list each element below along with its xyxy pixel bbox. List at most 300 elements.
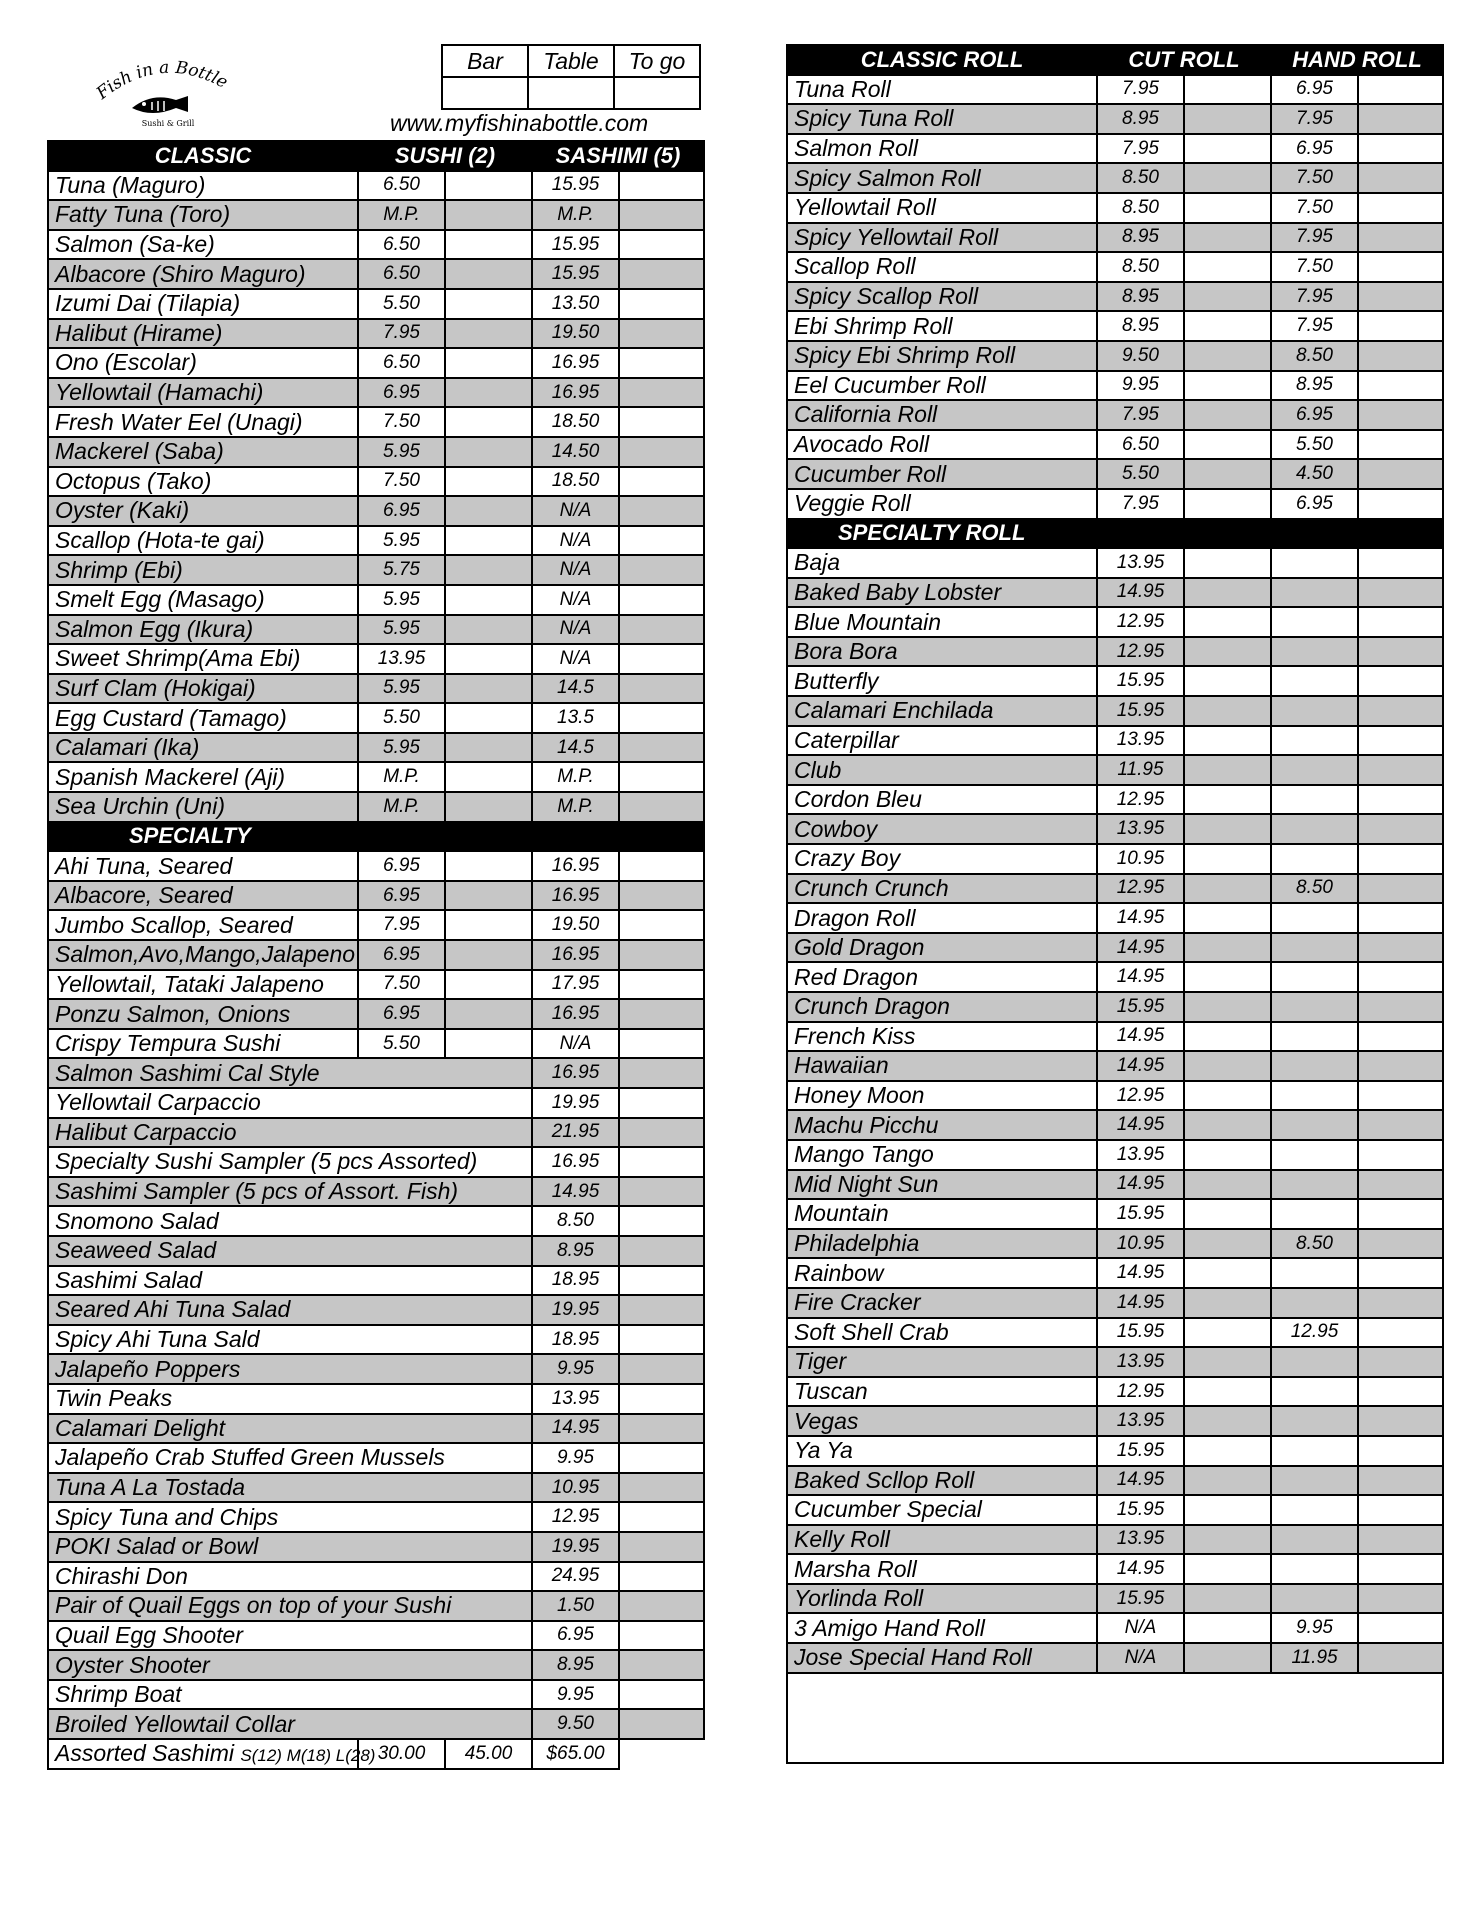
sashimi-qty-box[interactable]	[619, 230, 704, 260]
sashimi-qty-box[interactable]	[619, 319, 704, 349]
cut-roll-price: 11.95	[1097, 755, 1184, 785]
hand-roll-qty-box[interactable]	[1358, 1258, 1443, 1288]
qty-box[interactable]	[619, 1058, 704, 1088]
cut-roll-qty-box[interactable]	[1184, 75, 1271, 105]
sushi-qty-box[interactable]	[445, 881, 532, 911]
sashimi-price: 16.95	[532, 851, 619, 881]
menu-item-row	[48, 1621, 704, 1651]
hand-roll-qty-box[interactable]	[1358, 75, 1443, 105]
hand-roll-qty-box[interactable]	[1358, 962, 1443, 992]
roll-row	[787, 193, 1443, 223]
hand-roll-price	[1271, 1495, 1358, 1525]
hand-roll-qty-box[interactable]	[1358, 755, 1443, 785]
qty-box[interactable]	[619, 1443, 704, 1473]
hand-roll-price: 9.95	[1271, 1613, 1358, 1643]
cut-roll-qty-box[interactable]	[1184, 489, 1271, 519]
sashimi-qty-box[interactable]	[619, 200, 704, 230]
sushi-qty-box[interactable]	[445, 348, 532, 378]
cut-roll-price: 13.95	[1097, 1140, 1184, 1170]
cut-roll-qty-box[interactable]	[1184, 844, 1271, 874]
menu-item-row	[48, 555, 704, 585]
roll-name: Ya Ya	[787, 1436, 1097, 1466]
item-price: 16.95	[532, 1058, 619, 1088]
item-price: 14.95	[532, 1177, 619, 1207]
roll-row	[787, 104, 1443, 134]
cut-roll-qty-box[interactable]	[1184, 134, 1271, 164]
hand-roll-qty-box[interactable]	[1358, 874, 1443, 904]
sashimi-qty-box[interactable]	[619, 970, 704, 1000]
sushi-qty-box[interactable]	[445, 585, 532, 615]
qty-box[interactable]	[619, 1502, 704, 1532]
roll-name: Spicy Scallop Roll	[787, 282, 1097, 312]
roll-row	[787, 1051, 1443, 1081]
item-price: 24.95	[532, 1562, 619, 1592]
qty-box[interactable]	[619, 1621, 704, 1651]
hand-roll-qty-box[interactable]	[1358, 578, 1443, 608]
qty-box[interactable]	[619, 1354, 704, 1384]
sashimi-qty-box[interactable]	[619, 615, 704, 645]
sushi-qty-box[interactable]	[445, 910, 532, 940]
item-name: Halibut Carpaccio	[48, 1118, 532, 1148]
cut-roll-qty-box[interactable]	[1184, 1613, 1271, 1643]
cut-roll-qty-box[interactable]	[1184, 1554, 1271, 1584]
menu-item-row	[48, 1680, 704, 1710]
qty-box[interactable]	[619, 1206, 704, 1236]
hand-roll-qty-box[interactable]	[1358, 252, 1443, 282]
hand-roll-qty-box[interactable]	[1358, 1110, 1443, 1140]
sashimi-price: 18.50	[532, 407, 619, 437]
hand-roll-qty-box[interactable]	[1358, 371, 1443, 401]
roll-row	[787, 1288, 1443, 1318]
hand-roll-qty-box[interactable]	[1358, 163, 1443, 193]
cut-roll-qty-box[interactable]	[1184, 430, 1271, 460]
sushi-qty-box[interactable]	[445, 526, 532, 556]
cut-roll-qty-box[interactable]	[1184, 1140, 1271, 1170]
sushi-qty-box[interactable]	[445, 999, 532, 1029]
fish-bottle-icon	[132, 96, 188, 113]
qty-box[interactable]	[619, 1325, 704, 1355]
cut-roll-price: 6.50	[1097, 430, 1184, 460]
item-price: 9.95	[532, 1680, 619, 1710]
cut-roll-qty-box[interactable]	[1184, 193, 1271, 223]
cut-roll-qty-box[interactable]	[1184, 311, 1271, 341]
sushi-price: 6.50	[358, 348, 445, 378]
sushi-qty-box[interactable]	[445, 467, 532, 497]
sashimi-qty-box[interactable]	[619, 407, 704, 437]
sashimi-price: 16.95	[532, 348, 619, 378]
qty-box[interactable]	[619, 1709, 704, 1739]
menu-item-row	[48, 851, 704, 881]
hand-roll-qty-box[interactable]	[1358, 933, 1443, 963]
roll-row	[787, 1525, 1443, 1555]
to-go-label: To go	[614, 45, 700, 77]
hand-roll-qty-box[interactable]	[1358, 400, 1443, 430]
hand-roll-qty-box[interactable]	[1358, 1347, 1443, 1377]
roll-row	[787, 992, 1443, 1022]
roll-row	[787, 903, 1443, 933]
qty-box[interactable]	[619, 1591, 704, 1621]
roll-menu	[786, 44, 1444, 1764]
sashimi-qty-box[interactable]	[619, 644, 704, 674]
qty-box[interactable]	[619, 1650, 704, 1680]
specialty-heading	[48, 822, 704, 852]
sashimi-price: N/A	[532, 585, 619, 615]
cut-roll-qty-box[interactable]	[1184, 1288, 1271, 1318]
qty-box[interactable]	[619, 1236, 704, 1266]
hand-roll-qty-box[interactable]	[1358, 814, 1443, 844]
hand-roll-price	[1271, 1258, 1358, 1288]
cut-roll-qty-box[interactable]	[1184, 637, 1271, 667]
hand-roll-qty-box[interactable]	[1358, 223, 1443, 253]
sushi-qty-box[interactable]	[445, 762, 532, 792]
cut-roll-qty-box[interactable]	[1184, 607, 1271, 637]
cut-roll-qty-box[interactable]	[1184, 1584, 1271, 1614]
sashimi-qty-box[interactable]	[619, 378, 704, 408]
sashimi-price: N/A	[532, 496, 619, 526]
hand-roll-price: 7.50	[1271, 163, 1358, 193]
hand-roll-qty-box[interactable]	[1358, 1318, 1443, 1348]
roll-name: Baked Scllop Roll	[787, 1466, 1097, 1496]
sashimi-price: 19.50	[532, 910, 619, 940]
hand-roll-qty-box[interactable]	[1358, 1554, 1443, 1584]
cut-roll-qty-box[interactable]	[1184, 1081, 1271, 1111]
hand-roll-qty-box[interactable]	[1358, 282, 1443, 312]
hand-roll-price: 6.95	[1271, 75, 1358, 105]
cut-roll-price: 14.95	[1097, 1110, 1184, 1140]
menu-item-row	[48, 1384, 704, 1414]
cut-roll-price: 15.95	[1097, 666, 1184, 696]
cut-roll-qty-box[interactable]	[1184, 104, 1271, 134]
cut-roll-qty-box[interactable]	[1184, 1377, 1271, 1407]
cut-roll-qty-box[interactable]	[1184, 1436, 1271, 1466]
hand-roll-qty-box[interactable]	[1358, 1525, 1443, 1555]
sashimi-qty-box[interactable]	[619, 437, 704, 467]
item-name: Halibut (Hirame)	[48, 319, 358, 349]
cut-roll-qty-box[interactable]	[1184, 548, 1271, 578]
sushi-qty-box[interactable]	[445, 319, 532, 349]
sashimi-qty-box[interactable]	[619, 496, 704, 526]
hand-roll-price: 8.95	[1271, 371, 1358, 401]
notes-area	[787, 1673, 1443, 1763]
menu-item-row	[48, 1502, 704, 1532]
cut-roll-qty-box[interactable]	[1184, 1170, 1271, 1200]
cut-roll-qty-box[interactable]	[1184, 903, 1271, 933]
roll-row	[787, 1140, 1443, 1170]
hand-roll-qty-box[interactable]	[1358, 193, 1443, 223]
sashimi-qty-box[interactable]	[619, 259, 704, 289]
hand-roll-qty-box[interactable]	[1358, 785, 1443, 815]
hand-roll-price: 8.50	[1271, 1229, 1358, 1259]
hand-roll-price	[1271, 962, 1358, 992]
sushi-qty-box[interactable]	[445, 703, 532, 733]
hand-roll-price	[1271, 1170, 1358, 1200]
cut-roll-qty-box[interactable]	[1184, 1347, 1271, 1377]
roll-name: Crunch Crunch	[787, 874, 1097, 904]
hand-roll-qty-box[interactable]	[1358, 1229, 1443, 1259]
notes-box[interactable]	[787, 1673, 1443, 1763]
cut-roll-qty-box[interactable]	[1184, 1525, 1271, 1555]
qty-box[interactable]	[619, 1414, 704, 1444]
sashimi-qty-box[interactable]	[619, 910, 704, 940]
sashimi-qty-box[interactable]	[619, 733, 704, 763]
sushi-qty-box[interactable]	[445, 555, 532, 585]
hand-roll-price	[1271, 992, 1358, 1022]
menu-item-row	[48, 1206, 704, 1236]
item-name: Calamari (Ika)	[48, 733, 358, 763]
hand-roll-qty-box[interactable]	[1358, 844, 1443, 874]
sushi-qty-box[interactable]	[445, 1029, 532, 1059]
hand-roll-qty-box[interactable]	[1358, 1406, 1443, 1436]
sushi-qty-box[interactable]	[445, 437, 532, 467]
cut-roll-qty-box[interactable]	[1184, 726, 1271, 756]
item-price: 1.50	[532, 1591, 619, 1621]
item-name: Chirashi Don	[48, 1562, 532, 1592]
item-name: Broiled Yellowtail Collar	[48, 1709, 532, 1739]
roll-row	[787, 430, 1443, 460]
sashimi-price: 13.50	[532, 289, 619, 319]
sushi-price: 5.50	[358, 703, 445, 733]
menu-item-row	[48, 526, 704, 556]
item-name: Shrimp Boat	[48, 1680, 532, 1710]
menu-item-row	[48, 1295, 704, 1325]
hand-roll-qty-box[interactable]	[1358, 903, 1443, 933]
qty-box[interactable]	[619, 1177, 704, 1207]
roll-row	[787, 962, 1443, 992]
cut-roll-qty-box[interactable]	[1184, 400, 1271, 430]
sashimi-qty-box[interactable]	[619, 171, 704, 201]
roll-name: Spicy Salmon Roll	[787, 163, 1097, 193]
roll-row	[787, 1584, 1443, 1614]
cut-roll-qty-box[interactable]	[1184, 578, 1271, 608]
hand-roll-qty-box[interactable]	[1358, 1288, 1443, 1318]
roll-name: Honey Moon	[787, 1081, 1097, 1111]
hand-roll-qty-box[interactable]	[1358, 430, 1443, 460]
hand-roll-qty-box[interactable]	[1358, 1436, 1443, 1466]
hand-roll-qty-box[interactable]	[1358, 459, 1443, 489]
hand-roll-qty-box[interactable]	[1358, 666, 1443, 696]
hand-roll-qty-box[interactable]	[1358, 548, 1443, 578]
item-price: 14.95	[532, 1414, 619, 1444]
qty-box[interactable]	[619, 1473, 704, 1503]
qty-box[interactable]	[619, 1384, 704, 1414]
roll-row	[787, 844, 1443, 874]
qty-box[interactable]	[619, 1088, 704, 1118]
cut-roll-qty-box[interactable]	[1184, 1466, 1271, 1496]
hand-roll-qty-box[interactable]	[1358, 696, 1443, 726]
sashimi-price: 14.5	[532, 674, 619, 704]
sushi-qty-box[interactable]	[445, 171, 532, 201]
hand-roll-qty-box[interactable]	[1358, 1022, 1443, 1052]
hand-roll-qty-box[interactable]	[1358, 1081, 1443, 1111]
item-name: Ono (Escolar)	[48, 348, 358, 378]
hand-roll-qty-box[interactable]	[1358, 1377, 1443, 1407]
sushi-qty-box[interactable]	[445, 970, 532, 1000]
sushi-qty-box[interactable]	[445, 644, 532, 674]
hand-roll-qty-box[interactable]	[1358, 1643, 1443, 1673]
cut-roll-qty-box[interactable]	[1184, 1051, 1271, 1081]
cut-roll-qty-box[interactable]	[1184, 1318, 1271, 1348]
hand-roll-qty-box[interactable]	[1358, 104, 1443, 134]
hand-roll-price: 7.95	[1271, 311, 1358, 341]
hand-roll-qty-box[interactable]	[1358, 341, 1443, 371]
item-name: Quail Egg Shooter	[48, 1621, 532, 1651]
cut-roll-price: 9.95	[1097, 371, 1184, 401]
sushi-price: 5.95	[358, 733, 445, 763]
sashimi-qty-box[interactable]	[619, 674, 704, 704]
sashimi-qty-box[interactable]	[619, 851, 704, 881]
sashimi-price: N/A	[532, 615, 619, 645]
roll-row	[787, 1199, 1443, 1229]
sashimi-qty-box[interactable]	[619, 881, 704, 911]
cut-roll-qty-box[interactable]	[1184, 696, 1271, 726]
item-price: 8.95	[532, 1650, 619, 1680]
cut-roll-qty-box[interactable]	[1184, 1406, 1271, 1436]
to-go-checkbox[interactable]	[614, 77, 700, 109]
item-name: Scallop (Hota-te gai)	[48, 526, 358, 556]
hand-roll-price	[1271, 1288, 1358, 1318]
roll-row	[787, 1377, 1443, 1407]
sashimi-qty-box[interactable]	[619, 585, 704, 615]
qty-box[interactable]	[619, 1532, 704, 1562]
cut-roll-qty-box[interactable]	[1184, 282, 1271, 312]
sushi-qty-box[interactable]	[445, 940, 532, 970]
sushi-qty-box[interactable]	[445, 289, 532, 319]
sashimi-qty-box[interactable]	[619, 792, 704, 822]
hand-roll-qty-box[interactable]	[1358, 637, 1443, 667]
cut-roll-qty-box[interactable]	[1184, 371, 1271, 401]
hand-roll-qty-box[interactable]	[1358, 726, 1443, 756]
item-name: Smelt Egg (Masago)	[48, 585, 358, 615]
menu-item-row	[48, 644, 704, 674]
sushi-qty-box[interactable]	[445, 230, 532, 260]
cut-roll-qty-box[interactable]	[1184, 992, 1271, 1022]
sushi-qty-box[interactable]	[445, 259, 532, 289]
sushi-qty-box[interactable]	[445, 200, 532, 230]
cut-roll-qty-box[interactable]	[1184, 341, 1271, 371]
qty-box[interactable]	[619, 1118, 704, 1148]
cut-roll-qty-box[interactable]	[1184, 933, 1271, 963]
sashimi-price: N/A	[532, 526, 619, 556]
cut-roll-qty-box[interactable]	[1184, 814, 1271, 844]
menu-item-row	[48, 496, 704, 526]
hand-roll-qty-box[interactable]	[1358, 1613, 1443, 1643]
sashimi-price: 19.50	[532, 319, 619, 349]
hand-roll-qty-box[interactable]	[1358, 1051, 1443, 1081]
cut-roll-qty-box[interactable]	[1184, 223, 1271, 253]
sushi-qty-box[interactable]	[445, 674, 532, 704]
cut-roll-qty-box[interactable]	[1184, 1258, 1271, 1288]
sushi-qty-box[interactable]	[445, 851, 532, 881]
cut-roll-qty-box[interactable]	[1184, 1022, 1271, 1052]
cut-roll-qty-box[interactable]	[1184, 163, 1271, 193]
sashimi-qty-box[interactable]	[619, 467, 704, 497]
table-checkbox[interactable]	[528, 77, 614, 109]
roll-name: Club	[787, 755, 1097, 785]
cut-roll-price: 12.95	[1097, 1081, 1184, 1111]
cut-roll-qty-box[interactable]	[1184, 666, 1271, 696]
hand-roll-qty-box[interactable]	[1358, 134, 1443, 164]
cut-roll-qty-box[interactable]	[1184, 1643, 1271, 1673]
cut-roll-qty-box[interactable]	[1184, 1110, 1271, 1140]
item-price: 9.95	[532, 1443, 619, 1473]
roll-row	[787, 1229, 1443, 1259]
sashimi-qty-box[interactable]	[619, 762, 704, 792]
hand-roll-qty-box[interactable]	[1358, 1495, 1443, 1525]
cut-roll-qty-box[interactable]	[1184, 962, 1271, 992]
sashimi-qty-box[interactable]	[619, 940, 704, 970]
sushi-qty-box[interactable]	[445, 615, 532, 645]
sushi-qty-box[interactable]	[445, 733, 532, 763]
hand-roll-qty-box[interactable]	[1358, 607, 1443, 637]
sushi-qty-box[interactable]	[445, 407, 532, 437]
item-name: Jalapeño Poppers	[48, 1354, 532, 1384]
sushi-price: M.P.	[358, 792, 445, 822]
hand-roll-price	[1271, 1406, 1358, 1436]
sashimi-qty-box[interactable]	[619, 999, 704, 1029]
bar-checkbox[interactable]	[442, 77, 528, 109]
sashimi-qty-box[interactable]	[619, 348, 704, 378]
hand-roll-qty-box[interactable]	[1358, 489, 1443, 519]
sushi-qty-box[interactable]	[445, 792, 532, 822]
item-price: 10.95	[532, 1473, 619, 1503]
cut-roll-price: 8.95	[1097, 311, 1184, 341]
cut-roll-qty-box[interactable]	[1184, 1495, 1271, 1525]
cut-roll-qty-box[interactable]	[1184, 755, 1271, 785]
cut-roll-qty-box[interactable]	[1184, 874, 1271, 904]
cut-roll-qty-box[interactable]	[1184, 1229, 1271, 1259]
item-name: Surf Clam (Hokigai)	[48, 674, 358, 704]
qty-box[interactable]	[619, 1562, 704, 1592]
hand-roll-qty-box[interactable]	[1358, 1199, 1443, 1229]
hand-roll-qty-box[interactable]	[1358, 311, 1443, 341]
roll-row	[787, 252, 1443, 282]
sashimi-qty-box[interactable]	[619, 289, 704, 319]
item-price: 8.95	[532, 1236, 619, 1266]
sushi-qty-box[interactable]	[445, 378, 532, 408]
cut-roll-price: 13.95	[1097, 548, 1184, 578]
qty-box[interactable]	[619, 1147, 704, 1177]
roll-row	[787, 282, 1443, 312]
item-name: Jumbo Scallop, Seared	[48, 910, 358, 940]
hand-roll-qty-box[interactable]	[1358, 1140, 1443, 1170]
item-name: Oyster Shooter	[48, 1650, 532, 1680]
cut-roll-qty-box[interactable]	[1184, 252, 1271, 282]
sashimi-price: 16.95	[532, 378, 619, 408]
sashimi-qty-box[interactable]	[619, 1029, 704, 1059]
sashimi-qty-box[interactable]	[619, 526, 704, 556]
qty-box[interactable]	[619, 1680, 704, 1710]
hand-roll-qty-box[interactable]	[1358, 1584, 1443, 1614]
cut-roll-qty-box[interactable]	[1184, 1199, 1271, 1229]
sushi-qty-box[interactable]	[445, 496, 532, 526]
roll-name: Yellowtail Roll	[787, 193, 1097, 223]
menu-item-row	[48, 1029, 704, 1059]
sashimi-qty-box[interactable]	[619, 555, 704, 585]
qty-box[interactable]	[619, 1295, 704, 1325]
hand-roll-qty-box[interactable]	[1358, 1170, 1443, 1200]
menu-item-row	[48, 407, 704, 437]
sashimi-qty-box[interactable]	[619, 703, 704, 733]
cut-roll-qty-box[interactable]	[1184, 785, 1271, 815]
qty-box[interactable]	[619, 1266, 704, 1296]
item-name: Pair of Quail Eggs on top of your Sushi	[48, 1591, 532, 1621]
roll-row	[787, 1613, 1443, 1643]
hand-roll-qty-box[interactable]	[1358, 1466, 1443, 1496]
hand-roll-qty-box[interactable]	[1358, 992, 1443, 1022]
assorted-sashimi-row	[48, 1739, 704, 1769]
cut-roll-price: 14.95	[1097, 1170, 1184, 1200]
cut-roll-qty-box[interactable]	[1184, 459, 1271, 489]
